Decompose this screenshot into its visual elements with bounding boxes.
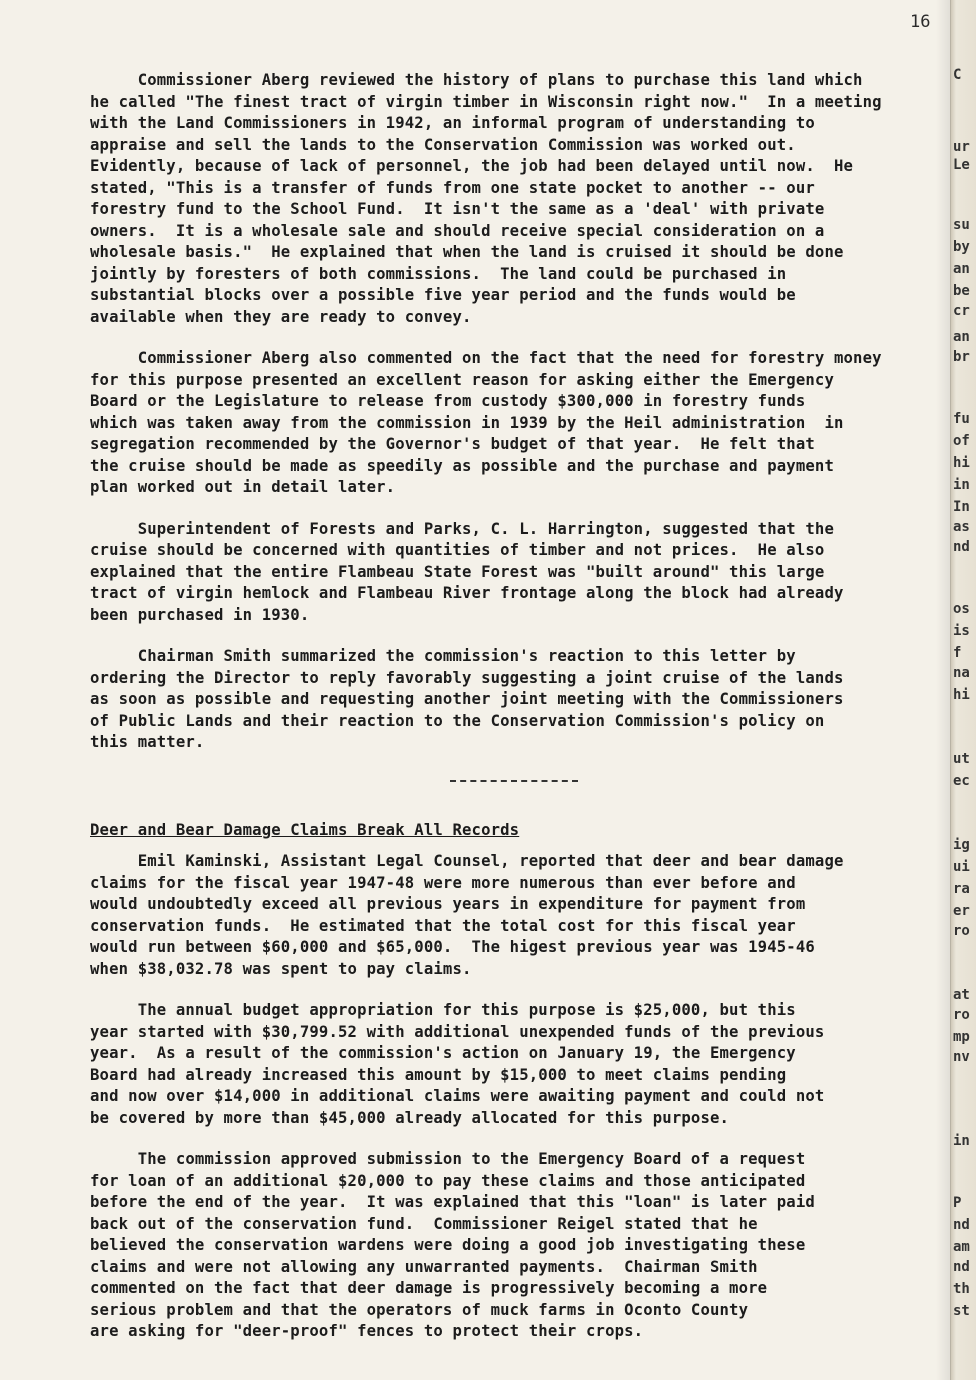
page-edge-shadow [936, 0, 950, 1380]
adjacent-page-fragment: as [953, 519, 970, 535]
paragraph-aberg-history: Commissioner Aberg reviewed the history of plans to purchase this land which he called "The finest tract of virgin timber in Wisconsin right now." In a meeting with the Land Commissioners in 1942, an informal program of understanding to appraise and sell the lands to the Conservation Commission was worked out. Evidently, because of lack of personnel, the job had been delayed until now. He stated, "This is a transfer of funds from one state pocket to another -- our forestry fund to the School Fund. It isn't the same as a 'deal' with private owners. It is a wholesale sale and should receive special consideration on a wholesale basis." He explained that when the land is cruised it should be done jointly by foresters of both commissions. The land could be purchased in substantial blocks over a possible five year period and the funds would be available when they are ready to convey. [90, 71, 882, 326]
paragraph-smith-summary: Chairman Smith summarized the commission's reaction to this letter by ordering the Director to reply favorably suggesting a joint cruise of the lands as soon as possible and requesting another joint meeting with the Commissioners of Public Lands and their reaction to the Conservation Commission's policy on this matter. [90, 647, 844, 751]
adjacent-page-fragment: su [953, 217, 970, 233]
adjacent-page-edge [950, 0, 976, 1380]
adjacent-page-fragment: na [953, 665, 970, 681]
adjacent-page-fragment: th [953, 1281, 970, 1297]
adjacent-page-fragment: am [953, 1239, 970, 1255]
paragraph-harrington: Superintendent of Forests and Parks, C. L. Harrington, suggested that the cruise should be concerned with quantities of timber and not prices. He also explained that the entire Flambeau State Forest was "built around" this large tract of virgin hemlock and Flambeau River frontage along the block had already been purchased in 1930. [90, 519, 844, 624]
adjacent-page-fragment: in [953, 477, 970, 493]
adjacent-page-fragment: of [953, 433, 970, 449]
adjacent-page-fragment: in [953, 1133, 970, 1149]
adjacent-page-fragment: ec [953, 773, 970, 789]
adjacent-page-fragment: is [953, 623, 970, 639]
adjacent-page-fragment: ut [953, 751, 970, 767]
section-divider [450, 780, 578, 782]
adjacent-page-fragment: er [953, 903, 970, 919]
adjacent-page-fragment: nd [953, 1259, 970, 1275]
paragraph-budget-appropriation: The annual budget appropriation for this purpose is $25,000, but this year started with $30,799.52 with additional unexpended funds of the previous year. As a result of the commission's action on January 19, the Emergency Board had already increased this amount by $15,000 to meet claims pending and now over $14,000 in additional claims were awaiting payment and could not be covered by more than $45,000 already allocated for this purpose. [90, 1001, 825, 1127]
adjacent-page-fragment: Le [953, 157, 970, 173]
adjacent-page-fragment: hi [953, 455, 970, 471]
adjacent-page-fragment: at [953, 987, 970, 1003]
adjacent-page-fragment: ui [953, 859, 970, 875]
adjacent-page-fragment: ro [953, 1007, 970, 1023]
section-heading: Deer and Bear Damage Claims Break All Records [90, 820, 520, 839]
adjacent-page-fragment: br [953, 349, 970, 365]
adjacent-page-fragment: st [953, 1303, 970, 1319]
adjacent-page-fragment: os [953, 601, 970, 617]
adjacent-page-fragment: f [953, 645, 962, 661]
adjacent-page-fragment: hi [953, 687, 970, 703]
document-body [90, 70, 950, 1363]
adjacent-page-fragment: nd [953, 1217, 970, 1233]
adjacent-page-fragment: ur [953, 139, 970, 155]
page-number: 16 [910, 12, 931, 32]
paragraph-emergency-loan: The commission approved submission to the Emergency Board of a request for loan of an additional $20,000 to pay these claims and those anticipated before the end of the year. It was explained that this "loan" is later paid back out of the conservation fund. Commissioner Reigel stated that he believed the conservation wardens were doing a good job investigating these claims and were not allowing any unwarranted payments. Chairman Smith commented on the fact that deer damage is progressively becoming a more serious problem and that the operators of muck farms in Oconto County are asking for "deer-proof" fences to protect their crops. [90, 1150, 815, 1340]
adjacent-page-fragment: be [953, 283, 970, 299]
adjacent-page-fragment: C [953, 67, 962, 83]
adjacent-page-fragment: ra [953, 881, 970, 897]
paragraph-aberg-forestry-money: Commissioner Aberg also commented on the fact that the need for forestry money for this purpose presented an excellent reason for asking either the Emergency Board or the Legislature to release from custody $300,000 in forestry funds which was taken away from the commission in 1939 by the Heil administration in segregation recommended by the Governor's budget of that year. He felt that the cruise should be made as speedily as possible and the purchase and payment plan worked out in detail later. [90, 349, 882, 496]
adjacent-page-fragment: P [953, 1195, 962, 1211]
adjacent-page-fragment: nv [953, 1049, 970, 1065]
paragraph-kaminski-report: Emil Kaminski, Assistant Legal Counsel, reported that deer and bear damage claims for the fiscal year 1947-48 were more numerous than ever before and would undoubtedly exceed all previous years in expenditure for payment from conservation funds. He estimated that the total cost for this fiscal year would run between $60,000 and $65,000. The higest previous year was 1945-46 when $38,032.78 was spent to pay claims. [90, 852, 844, 978]
adjacent-page-fragment: cr [953, 303, 970, 319]
adjacent-page-fragment: fu [953, 411, 970, 427]
adjacent-page-fragment: In [953, 499, 970, 515]
adjacent-page-fragment: by [953, 239, 970, 255]
adjacent-page-fragment: an [953, 329, 970, 345]
adjacent-page-fragment: mp [953, 1029, 970, 1045]
adjacent-page-fragment: an [953, 261, 970, 277]
adjacent-page-fragment: ro [953, 923, 970, 939]
adjacent-page-fragment: nd [953, 539, 970, 555]
adjacent-page-fragment: ig [953, 837, 970, 853]
